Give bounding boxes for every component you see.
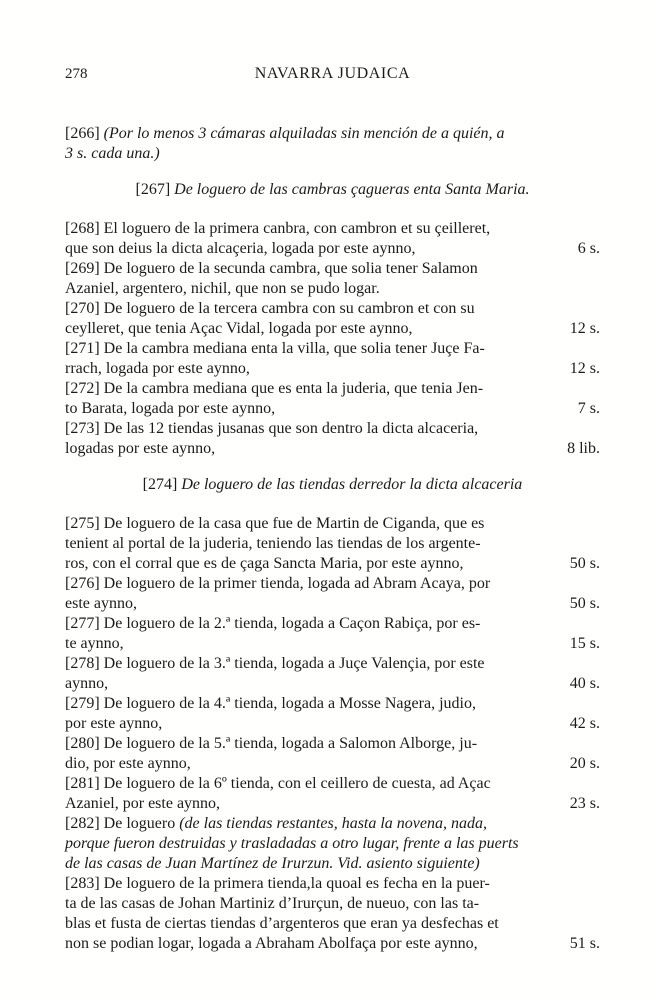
entry-text	[135, 180, 529, 200]
text-segment: que son deius la dicta alcaçeria, logada por este aynno,	[65, 240, 416, 257]
amount-value: 12 s.	[569, 320, 600, 337]
text-segment: dio, por este aynno,	[65, 755, 191, 772]
entry-text	[65, 814, 487, 834]
entry-line	[65, 514, 600, 534]
entry-line	[65, 734, 600, 754]
text-segment: [277] De loguero de la 2.ª tienda, logada a Caçon Rabiça, por es-	[65, 615, 481, 632]
entry-text	[65, 654, 485, 674]
entry-text	[65, 834, 519, 854]
text-segment: [283] De loguero de la primera tienda,la quoal es fecha en la puer-	[65, 875, 490, 892]
text-segment: [280] De loguero de la 5.ª tienda, logada a Salomon Alborge, ju-	[65, 735, 478, 752]
entry-line	[65, 814, 600, 834]
entry-273	[65, 419, 600, 459]
entry-line	[65, 359, 600, 379]
entry-line	[65, 934, 600, 954]
page-number: 278	[65, 66, 88, 82]
amount-value: 50 s.	[569, 595, 600, 612]
entry-text	[65, 359, 250, 379]
text-segment: [281] De loguero de la 6º tienda, con el ceillero de cuesta, ad Açac	[65, 775, 491, 792]
text-segment: [268] El loguero de la primera canbra, con cambron et su çeilleret,	[65, 220, 491, 237]
entry-line	[65, 319, 600, 339]
entry-line	[65, 554, 600, 574]
entry-text	[65, 634, 124, 654]
entry-line	[65, 914, 600, 934]
entry-text	[65, 914, 499, 934]
amount-value: 20 s.	[569, 755, 600, 772]
entry-text	[65, 144, 160, 164]
entry-line	[65, 774, 600, 794]
amount-value: 51 s.	[569, 935, 600, 952]
entry-line	[65, 714, 600, 734]
entry-text	[65, 299, 475, 319]
entry-text	[65, 439, 215, 459]
entry-line	[65, 259, 600, 279]
entry-283	[65, 874, 600, 954]
entry-270	[65, 299, 600, 339]
entry-281	[65, 774, 600, 814]
text-segment: [273] De las 12 tiendas jusanas que son dentro la dicta alcaceria,	[65, 420, 479, 437]
entry-line	[65, 854, 600, 874]
text-segment: este aynno,	[65, 595, 137, 612]
italic-segment: De loguero de las cambras çagueras enta Santa Maria.	[174, 181, 530, 198]
amount-value: 50 s.	[569, 555, 600, 572]
entry-line	[65, 614, 600, 634]
text-segment: te aynno,	[65, 635, 124, 652]
entry-271	[65, 339, 600, 379]
entry-text	[65, 339, 485, 359]
entry-text	[65, 574, 490, 594]
amount-value: 8 lib.	[567, 440, 600, 457]
entry-text	[65, 379, 483, 399]
content	[65, 124, 600, 954]
entry-line	[65, 594, 600, 614]
entry-text	[143, 475, 523, 495]
entry-line	[65, 475, 600, 495]
text-segment: blas et fusta de ciertas tiendas d’argenteros que eran ya desfechas et	[65, 915, 499, 932]
entry-266	[65, 124, 600, 164]
entry-text	[65, 594, 137, 614]
amount-value: 23 s.	[569, 795, 600, 812]
entry-line	[65, 180, 600, 200]
text-segment: rrach, logada por este aynno,	[65, 360, 250, 377]
entry-line	[65, 654, 600, 674]
entry-line	[65, 674, 600, 694]
text-segment: [279] De loguero de la 4.ª tienda, logada a Mosse Nagera, judio,	[65, 695, 476, 712]
entry-268	[65, 219, 600, 259]
entry-278	[65, 654, 600, 694]
text-segment: aynno,	[65, 675, 109, 692]
text-segment: ros, con el corral que es de çaga Sancta Maria, por este aynno,	[65, 555, 464, 572]
entry-text	[65, 534, 481, 554]
entry-text	[65, 319, 413, 339]
entry-text	[65, 399, 275, 419]
text-segment: [274]	[142, 476, 182, 493]
entry-line	[65, 439, 600, 459]
entry-text	[65, 794, 220, 814]
entry-275	[65, 514, 600, 574]
entry-text	[65, 219, 490, 239]
italic-segment: (de las tiendas restantes, hasta la novena, nada,	[179, 815, 488, 832]
entry-line	[65, 339, 600, 359]
entry-line	[65, 634, 600, 654]
text-segment: tenient al portal de la juderia, teniendo las tiendas de los argente-	[65, 535, 481, 552]
text-segment: to Barata, logada por este aynno,	[65, 400, 276, 417]
entry-line	[65, 219, 600, 239]
entry-269	[65, 259, 600, 299]
entry-text	[65, 419, 478, 439]
text-segment: [272] De la cambra mediana que es enta la juderia, que tenia Jen-	[65, 380, 484, 397]
entry-279	[65, 694, 600, 734]
amount-value: 42 s.	[569, 715, 600, 732]
text-segment: Azaniel, por este aynno,	[65, 795, 221, 812]
text-segment: [267]	[135, 181, 175, 198]
amount-value: 12 s.	[569, 360, 600, 377]
text-segment: [278] De loguero de la 3.ª tienda, logada a Juçe Valençia, por este	[65, 655, 485, 672]
entry-text	[65, 934, 478, 954]
text-segment: por este aynno,	[65, 715, 163, 732]
amount-value: 40 s.	[569, 675, 600, 692]
entry-274	[65, 475, 600, 495]
italic-segment: (Por lo menos 3 cámaras alquiladas sin mención de a quién, a	[103, 125, 505, 142]
entry-text	[65, 894, 479, 914]
text-segment: ta de las casas de Johan Martiniz d’Irurçun, de nueuo, con las ta-	[65, 895, 480, 912]
entry-line	[65, 874, 600, 894]
entry-280	[65, 734, 600, 774]
entry-276	[65, 574, 600, 614]
entry-line	[65, 894, 600, 914]
entry-line	[65, 124, 600, 144]
entry-text	[65, 124, 505, 144]
entry-line	[65, 279, 600, 299]
entry-text	[65, 279, 380, 299]
entry-text	[65, 554, 464, 574]
entry-line	[65, 694, 600, 714]
entry-line	[65, 379, 600, 399]
entry-line	[65, 239, 600, 259]
entry-text	[65, 259, 478, 279]
italic-segment: De loguero de las tiendas derredor la dicta alcaceria	[181, 476, 523, 493]
entry-text	[65, 874, 490, 894]
entry-line	[65, 534, 600, 554]
entry-line	[65, 299, 600, 319]
text-segment: [282] De loguero	[65, 815, 180, 832]
text-segment: [269] De loguero de la secunda cambra, que solia tener Salamon	[65, 260, 478, 277]
entry-277	[65, 614, 600, 654]
text-segment: Azaniel, argentero, nichil, que non se pudo logar.	[65, 280, 380, 297]
italic-segment: de las casas de Juan Martínez de Irurzun. Vid. asiento siguiente)	[65, 855, 480, 872]
entry-282	[65, 814, 600, 874]
page-header	[65, 64, 600, 84]
entry-text	[65, 674, 108, 694]
text-segment: [271] De la cambra mediana enta la villa, que solia tener Juçe Fa-	[65, 340, 485, 357]
italic-segment: porque fueron destruidas y trasladadas a otro lugar, frente a las puerts	[65, 835, 519, 852]
entry-line	[65, 144, 600, 164]
entry-line	[65, 574, 600, 594]
amount-value: 7 s.	[577, 400, 600, 417]
text-segment: logadas por este aynno,	[65, 440, 216, 457]
text-segment: ceylleret, que tenia Açac Vidal, logada por este aynno,	[65, 320, 413, 337]
text-segment: [275] De loguero de la casa que fue de Martin de Ciganda, que es	[65, 515, 485, 532]
entry-text	[65, 714, 162, 734]
running-title: NAVARRA JUDAICA	[254, 65, 411, 82]
entry-267	[65, 180, 600, 200]
entry-text	[65, 754, 191, 774]
text-segment: [276] De loguero de la primer tienda, logada ad Abram Acaya, por	[65, 575, 491, 592]
entry-text	[65, 514, 484, 534]
entry-line	[65, 834, 600, 854]
entry-line	[65, 399, 600, 419]
amount-value: 15 s.	[569, 635, 600, 652]
entry-272	[65, 379, 600, 419]
entry-text	[65, 774, 491, 794]
entry-line	[65, 419, 600, 439]
text-segment: non se podian logar, logada a Abraham Abolfaça por este aynno,	[65, 935, 478, 952]
italic-segment: 3 s. cada una.)	[65, 145, 160, 162]
entry-text	[65, 854, 480, 874]
entry-line	[65, 754, 600, 774]
entry-text	[65, 694, 476, 714]
text-segment: [266]	[65, 125, 104, 142]
amount-value: 6 s.	[577, 240, 600, 257]
text-segment: [270] De loguero de la tercera cambra con su cambron et con su	[65, 300, 475, 317]
entry-line	[65, 794, 600, 814]
entry-text	[65, 734, 477, 754]
entry-text	[65, 239, 416, 259]
entry-text	[65, 614, 480, 634]
